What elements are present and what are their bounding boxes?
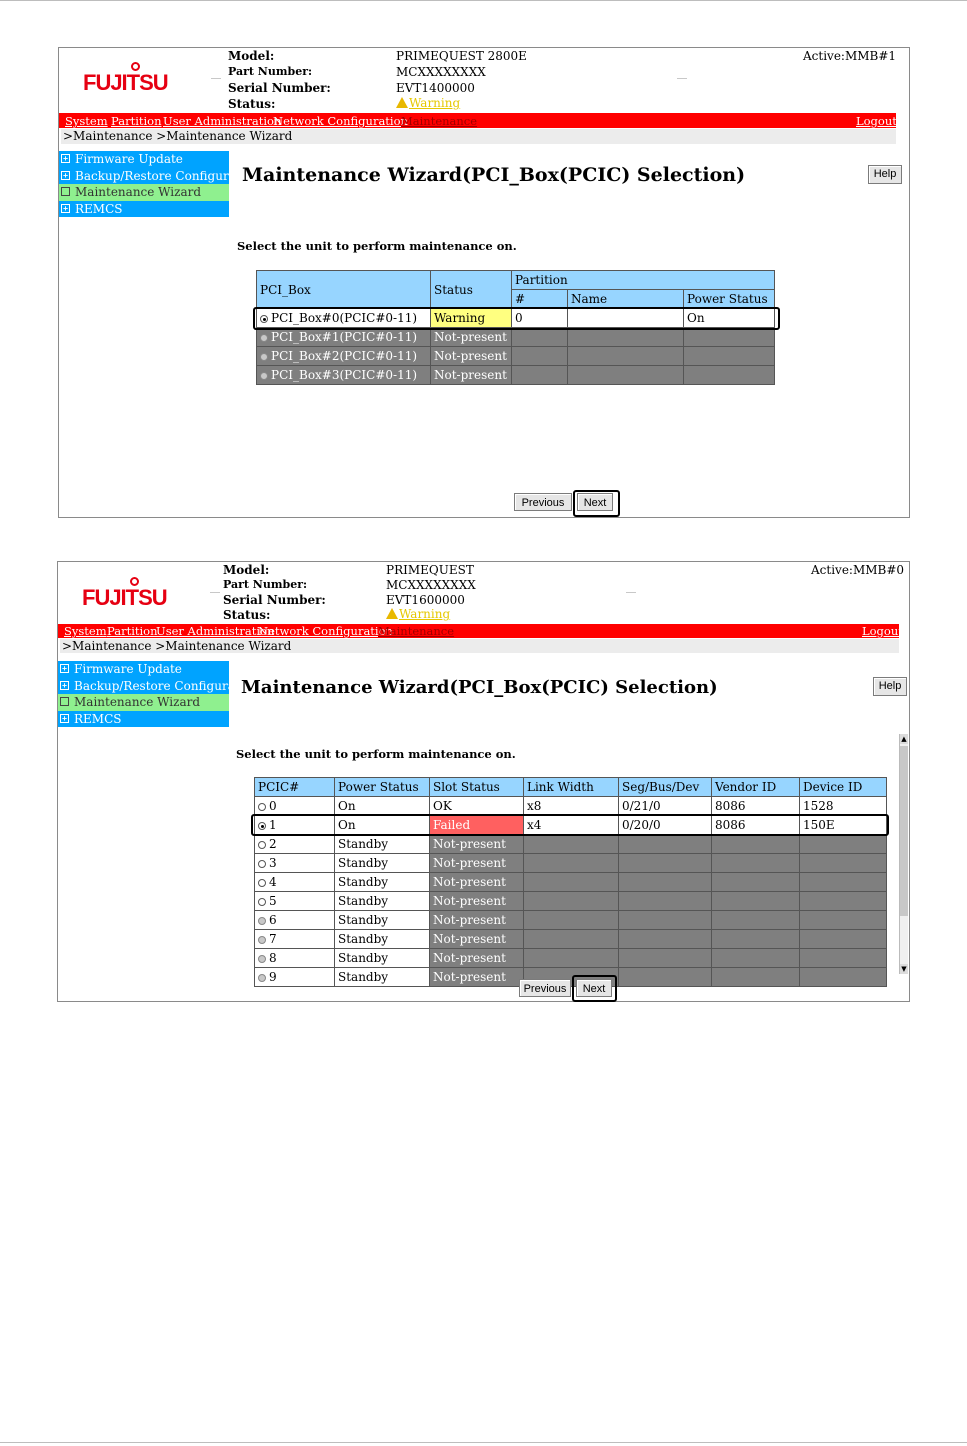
pci-box-table — [256, 270, 775, 385]
power-status-cell: Standby — [335, 930, 430, 949]
device-id-cell — [800, 930, 887, 949]
vendor-id-cell: 8086 — [712, 816, 800, 835]
col-header-seg-bus-dev: Seg/Bus/Dev — [619, 778, 712, 797]
radio-button — [260, 334, 268, 342]
page-title: Maintenance Wizard(PCI_Box(PCIC) Selection) — [241, 677, 718, 698]
col-header-number: # — [512, 290, 568, 309]
leaf-icon — [60, 697, 69, 706]
vendor-id-cell — [712, 854, 800, 873]
seg-bus-dev-cell — [619, 892, 712, 911]
serial-number-value: EVT1600000 — [386, 593, 465, 607]
power-status-cell: Standby — [335, 968, 430, 987]
screenshot-pcic-selection — [57, 561, 910, 1002]
model-label: Model: — [228, 49, 275, 63]
page-title: Maintenance Wizard(PCI_Box(PCIC) Selection) — [242, 164, 746, 186]
menu-maintenance[interactable]: Maintenance — [378, 624, 455, 638]
power-status-cell — [684, 328, 775, 347]
table-row[interactable] — [255, 892, 887, 911]
sidebar-item-firmware-update[interactable]: + Firmware Update — [59, 151, 229, 168]
radio-button — [258, 936, 266, 944]
partition-number-cell — [512, 328, 568, 347]
breadcrumb: >Maintenance >Maintenance Wizard — [61, 129, 896, 144]
divider — [626, 592, 636, 593]
menu-user-administration[interactable]: User Administration — [156, 624, 275, 638]
pci-box-cell[interactable]: PCI_Box#0(PCIC#0-11) — [257, 309, 431, 328]
status-label: Status: — [223, 608, 271, 622]
menu-network-configuration[interactable]: Network Configuration — [258, 624, 393, 638]
link-width-cell — [524, 854, 619, 873]
logo-infinity-mark — [131, 62, 140, 71]
col-header-status: Status — [431, 271, 512, 309]
previous-button[interactable]: Previous — [514, 493, 572, 511]
pcic-cell[interactable]: 4 — [255, 873, 335, 892]
menu-system[interactable]: System — [64, 624, 107, 638]
logout-link[interactable]: Logout — [856, 114, 897, 128]
model-label: Model: — [223, 563, 270, 577]
table-row — [255, 949, 887, 968]
page-bottom-rule — [0, 1442, 967, 1443]
sidebar-item-maintenance-wizard[interactable]: Maintenance Wizard — [59, 184, 229, 201]
power-status-cell: On — [335, 816, 430, 835]
table-row — [257, 347, 775, 366]
pcic-table-viewport — [254, 777, 886, 984]
expand-icon[interactable]: + — [61, 204, 70, 213]
vendor-id-cell — [712, 930, 800, 949]
status-cell: Warning — [431, 309, 512, 328]
vendor-id-cell — [712, 892, 800, 911]
col-header-power-status: Power Status — [335, 778, 430, 797]
menu-bar — [58, 624, 903, 638]
radio-button — [258, 955, 266, 963]
slot-status-cell: Not-present — [430, 911, 524, 930]
part-number-label: Part Number: — [223, 578, 308, 591]
seg-bus-dev-cell: 0/21/0 — [619, 797, 712, 816]
logo-infinity-mark — [130, 577, 139, 586]
pci-box-cell: PCI_Box#1(PCIC#0-11) — [257, 328, 431, 347]
table-row — [257, 366, 775, 385]
previous-button[interactable]: Previous — [519, 979, 571, 997]
col-header-pcic: PCIC# — [255, 778, 335, 797]
vendor-id-cell — [712, 911, 800, 930]
power-status-cell: Standby — [335, 835, 430, 854]
device-id-cell — [800, 892, 887, 911]
pcic-cell[interactable]: 3 — [255, 854, 335, 873]
pci-box-cell: PCI_Box#2(PCIC#0-11) — [257, 347, 431, 366]
slot-status-cell: Not-present — [430, 854, 524, 873]
col-header-slot-status: Slot Status — [430, 778, 524, 797]
serial-number-label: Serial Number: — [223, 593, 326, 607]
power-status-cell — [684, 366, 775, 385]
serial-number-label: Serial Number: — [228, 81, 331, 95]
link-width-cell — [524, 835, 619, 854]
slot-status-cell: OK — [430, 797, 524, 816]
partition-name-cell — [568, 328, 684, 347]
warning-icon — [396, 97, 408, 108]
sidebar-item-remcs[interactable]: + REMCS — [59, 201, 229, 218]
help-button[interactable]: Help — [868, 165, 902, 184]
pcic-cell: 7 — [255, 930, 335, 949]
radio-button[interactable] — [258, 898, 266, 906]
expand-icon[interactable]: + — [60, 681, 69, 690]
pcic-cell[interactable]: 0 — [255, 797, 335, 816]
divider — [211, 78, 221, 79]
col-header-pci-box: PCI_Box — [257, 271, 431, 309]
menu-maintenance[interactable]: Maintenance — [401, 114, 478, 128]
seg-bus-dev-cell — [619, 911, 712, 930]
active-mmb: Active:MMB#1 — [803, 49, 897, 63]
vendor-id-cell — [712, 873, 800, 892]
radio-button — [260, 353, 268, 361]
seg-bus-dev-cell — [619, 835, 712, 854]
device-id-cell — [800, 854, 887, 873]
partition-number-cell — [512, 366, 568, 385]
model-value: PRIMEQUEST — [386, 563, 474, 577]
vendor-id-cell: 8086 — [712, 797, 800, 816]
device-id-cell: 150E — [800, 816, 887, 835]
divider — [677, 78, 687, 79]
power-status-cell: On — [684, 309, 775, 328]
slot-status-cell: Not-present — [430, 930, 524, 949]
menu-bar — [59, 113, 896, 128]
table-row[interactable] — [255, 797, 887, 816]
help-button[interactable]: Help — [873, 677, 907, 696]
partition-number-cell: 0 — [512, 309, 568, 328]
radio-button[interactable] — [258, 803, 266, 811]
fujitsu-logo: FUJITSU — [82, 581, 162, 621]
instruction-text: Select the unit to perform maintenance on. — [236, 747, 516, 761]
next-button[interactable]: Next — [576, 979, 612, 997]
table-row[interactable] — [255, 835, 887, 854]
slot-status-cell: Failed — [430, 816, 524, 835]
sidebar-item-firmware-update[interactable]: + Firmware Update — [58, 661, 229, 678]
sidebar-item-backup-restore[interactable]: + Backup/Restore Configuration — [59, 168, 229, 185]
sidebar-item-maintenance-wizard[interactable]: Maintenance Wizard — [58, 694, 229, 711]
slot-status-cell: Not-present — [430, 835, 524, 854]
device-id-cell — [800, 835, 887, 854]
vertical-scrollbar[interactable] — [899, 734, 908, 974]
seg-bus-dev-cell — [619, 949, 712, 968]
pcic-cell: 8 — [255, 949, 335, 968]
breadcrumb: >Maintenance >Maintenance Wizard — [60, 639, 899, 653]
warning-icon — [386, 608, 398, 619]
table-row — [255, 930, 887, 949]
menu-partition[interactable]: Partition — [111, 114, 162, 128]
pcic-cell: 6 — [255, 911, 335, 930]
link-width-cell — [524, 873, 619, 892]
part-number-value: MCXXXXXXXX — [396, 65, 486, 79]
menu-partition[interactable]: Partition — [107, 624, 158, 638]
expand-icon[interactable]: + — [61, 154, 70, 163]
model-value: PRIMEQUEST 2800E — [396, 49, 527, 63]
link-width-cell — [524, 911, 619, 930]
sidebar — [58, 661, 259, 727]
status-cell: Not-present — [431, 347, 512, 366]
power-status-cell: Standby — [335, 892, 430, 911]
status-value[interactable]: Warning — [386, 607, 450, 621]
power-status-cell: Standby — [335, 911, 430, 930]
scroll-up-icon[interactable]: ▲ — [901, 735, 907, 743]
pcic-cell: 9 — [255, 968, 335, 987]
leaf-icon — [61, 187, 70, 196]
link-width-cell: x4 — [524, 816, 619, 835]
next-button[interactable]: Next — [577, 493, 613, 511]
slot-status-cell: Not-present — [430, 892, 524, 911]
radio-button[interactable] — [258, 860, 266, 868]
link-width-cell — [524, 892, 619, 911]
col-header-device-id: Device ID — [800, 778, 887, 797]
device-id-cell — [800, 968, 887, 987]
expand-icon[interactable]: + — [60, 714, 69, 723]
table-row[interactable] — [255, 854, 887, 873]
power-status-cell: Standby — [335, 873, 430, 892]
menu-network-configuration[interactable]: Network Configuration — [273, 114, 408, 128]
vendor-id-cell — [712, 835, 800, 854]
radio-button[interactable] — [260, 315, 268, 323]
seg-bus-dev-cell — [619, 930, 712, 949]
radio-button — [258, 917, 266, 925]
part-number-label: Part Number: — [228, 65, 313, 78]
device-id-cell — [800, 949, 887, 968]
power-status-cell: On — [335, 797, 430, 816]
link-width-cell: x8 — [524, 797, 619, 816]
status-cell: Not-present — [431, 328, 512, 347]
col-header-vendor-id: Vendor ID — [712, 778, 800, 797]
logout-link[interactable]: Logout — [862, 624, 903, 638]
partition-name-cell — [568, 309, 684, 328]
slot-status-cell: Not-present — [430, 949, 524, 968]
table-row — [257, 328, 775, 347]
table-row — [255, 911, 887, 930]
device-id-cell — [800, 873, 887, 892]
vendor-id-cell — [712, 949, 800, 968]
radio-button — [260, 372, 268, 380]
radio-button — [258, 974, 266, 982]
seg-bus-dev-cell — [619, 968, 712, 987]
radio-button[interactable] — [258, 879, 266, 887]
col-header-name: Name — [568, 290, 684, 309]
radio-button[interactable] — [258, 841, 266, 849]
pcic-table — [254, 777, 887, 987]
pci-box-cell: PCI_Box#3(PCIC#0-11) — [257, 366, 431, 385]
instruction-text: Select the unit to perform maintenance on. — [237, 239, 517, 253]
col-header-partition: Partition — [512, 271, 775, 290]
status-label: Status: — [228, 97, 276, 111]
slot-status-cell: Not-present — [430, 873, 524, 892]
partition-number-cell — [512, 347, 568, 366]
power-status-cell: Standby — [335, 949, 430, 968]
link-width-cell — [524, 949, 619, 968]
menu-user-administration[interactable]: User Administration — [163, 114, 282, 128]
page-top-rule — [0, 0, 967, 1]
menu-system[interactable]: System — [65, 114, 108, 128]
part-number-value: MCXXXXXXXX — [386, 578, 476, 592]
device-id-cell: 1528 — [800, 797, 887, 816]
link-width-cell — [524, 930, 619, 949]
active-mmb: Active:MMB#0 — [811, 563, 905, 577]
device-id-cell — [800, 911, 887, 930]
status-value[interactable]: Warning — [396, 96, 460, 110]
expand-icon[interactable]: + — [60, 664, 69, 673]
scroll-down-icon[interactable]: ▼ — [901, 965, 907, 973]
partition-name-cell — [568, 366, 684, 385]
slot-status-cell: Not-present — [430, 968, 524, 987]
sidebar-item-backup-restore[interactable]: + Backup/Restore Configuration — [58, 678, 229, 695]
screenshot-pci-box-selection — [58, 47, 910, 518]
seg-bus-dev-cell — [619, 873, 712, 892]
pcic-cell[interactable]: 5 — [255, 892, 335, 911]
pcic-cell[interactable]: 2 — [255, 835, 335, 854]
expand-icon[interactable]: + — [61, 171, 70, 180]
col-header-power-status: Power Status — [684, 290, 775, 309]
seg-bus-dev-cell — [619, 854, 712, 873]
fujitsu-logo: FUJITSU — [83, 66, 163, 106]
scroll-thumb[interactable] — [900, 746, 908, 916]
partition-name-cell — [568, 347, 684, 366]
table-row[interactable] — [257, 309, 775, 328]
vendor-id-cell — [712, 968, 800, 987]
seg-bus-dev-cell: 0/20/0 — [619, 816, 712, 835]
table-row[interactable] — [255, 873, 887, 892]
power-status-cell: Standby — [335, 854, 430, 873]
divider — [210, 592, 220, 593]
sidebar — [59, 151, 260, 217]
radio-button[interactable] — [258, 822, 266, 830]
power-status-cell — [684, 347, 775, 366]
status-cell: Not-present — [431, 366, 512, 385]
sidebar-item-remcs[interactable]: + REMCS — [58, 711, 229, 728]
col-header-link-width: Link Width — [524, 778, 619, 797]
pcic-cell[interactable]: 1 — [255, 816, 335, 835]
serial-number-value: EVT1400000 — [396, 81, 475, 95]
table-row[interactable] — [255, 816, 887, 835]
